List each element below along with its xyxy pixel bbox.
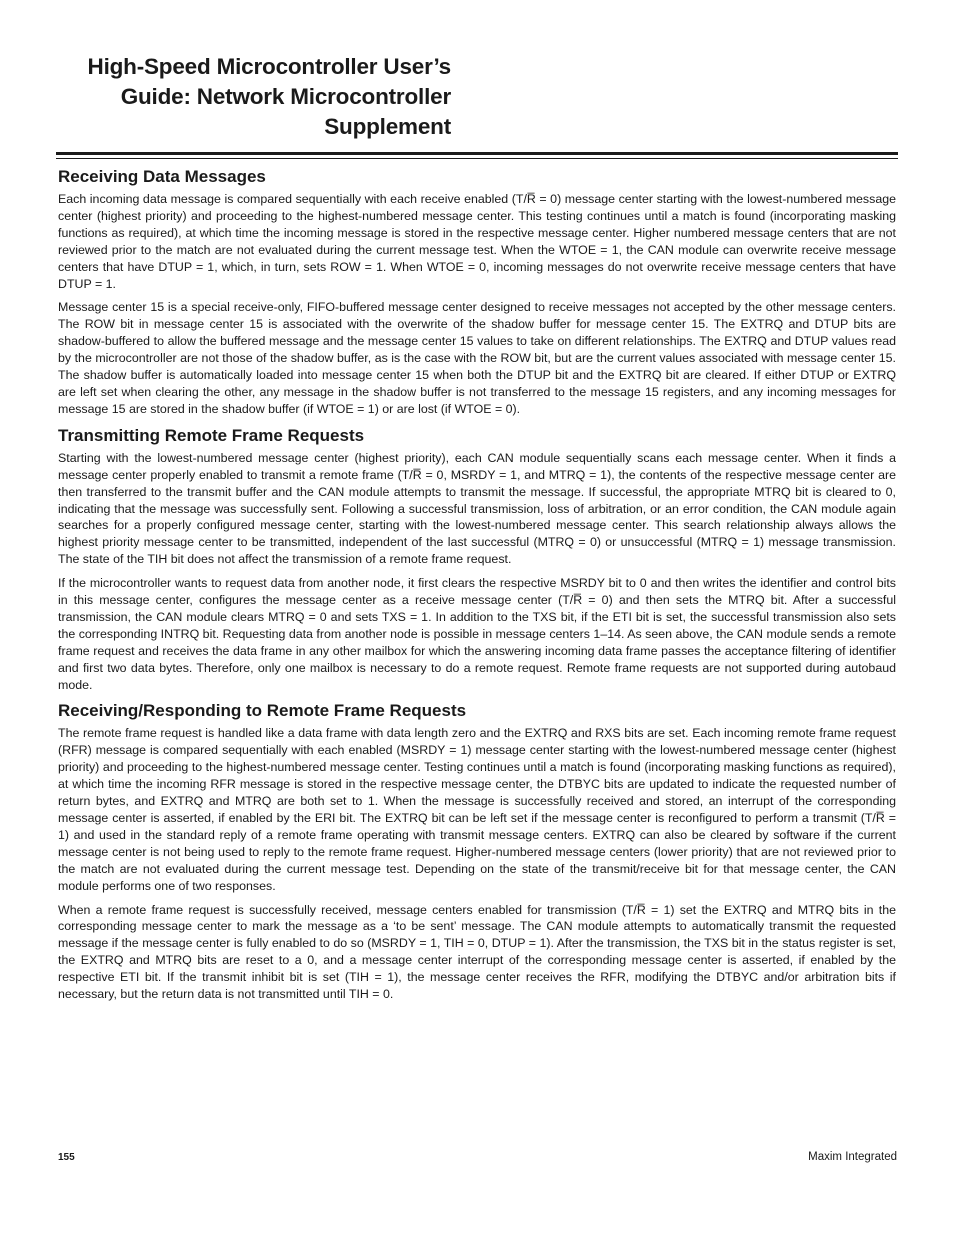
document-title: [40, 52, 451, 142]
title-line-1: High-Speed Microcontroller User’s: [87, 54, 451, 79]
header-rule-thin: [56, 158, 898, 159]
section-transmitting-remote-frame-requests: [58, 425, 896, 694]
paragraph: The remote frame request is handled like a data frame with data length zero and the EXTRQ and RXS bits are set. Each incoming remote frame request (RFR) message is compared sequentially with each enabled (MSRDY = 1) message center starting with the lowest-numbered message center (highest priority) and proceeding to the highest-numbered message center. Testing continues until a match is found (incorporating masking functions as required), at which time the incoming RFR message is stored in the respective message center, the DTBYC bits are updated to indicate the requested number of return bytes, and EXTRQ and MTRQ are both set to 1. When the message is successfully received and stored, an interrupt of the corresponding message center is asserted, if enabled by the ERI bit. The EXTRQ bit can be left set if the message center is reconfigured to perform a transmit (T/R̅ = 1) and used in the standard reply of a remote frame operating with transmit message centers. EXTRQ can also be cleared by software if the current message center is not being used to reply to the remote frame request. Higher-numbered message centers (lower priority) that are not reviewed prior to the match are not evaluated during the current message test. Depending on the state of the transmit/receive bit for that message center, the CAN module performs one of two responses.: [58, 726, 896, 893]
company-name: Maxim Integrated: [808, 1151, 897, 1163]
page-number: 155: [58, 1152, 75, 1163]
section-heading: Receiving/Responding to Remote Frame Requests: [58, 701, 467, 721]
section-heading: Receiving Data Messages: [58, 167, 266, 186]
title-line-3: Supplement: [324, 114, 451, 139]
paragraph: Each incoming data message is compared sequentially with each receive enabled (T/R̅ = 0) message center starting with the lowest-numbered message center (highest priority) and proceeding to the highest-numbered message center. This testing continues until a match is found (incorporating masking functions as required), at which time the incoming message is stored in the respective message center. Higher numbered message centers that are not reviewed prior to the match are not evaluated during the current message test. When the WTOE = 1, the CAN module can overwrite receive message centers that have DTUP = 1, which, in turn, sets ROW = 1. When WTOE = 0, incoming messages do not overwrite receive message centers that have DTUP = 1.: [58, 192, 896, 291]
section-receiving-data-messages: [58, 166, 896, 418]
section-heading: Transmitting Remote Frame Requests: [58, 425, 365, 445]
paragraph: Starting with the lowest-numbered message center (highest priority), each CAN module sequentially scans each message center. When it finds a message center properly enabled to transmit a remote frame (T/R̅ = 0, MSRDY = 1, and MTRQ = 1), the contents of the respective message center are then transferred to the transmit buffer and the CAN module attempts to transmit the message. If successful, the appropriate MTRQ bit is cleared to 0, indicating that the message was successfully sent. Following a successful transmission, loss of arbitration, or an error condition, the CAN module again searches for a properly configured message center, starting with the lowest-numbered message center. This search relationship always allows the highest priority message center to be transmitted, independent of the last successful (MTRQ = 0) or unsuccessful (MTRQ = 1) message transmission. The state of the TIH bit does not affect the transmission of a remote frame request.: [58, 450, 896, 567]
header-rule-thick: [56, 152, 898, 155]
paragraph: If the microcontroller wants to request data from another node, it first clears the respective MSRDY bit to 0 and then writes the identifier and control bits in this message center, configures the message center as a receive message center (T/R̅ = 0) and then sets the MTRQ bit. After a successful transmission, the CAN module clears MTRQ = 0 and sets TXS = 1. In addition to the TXS bit, if the ETI bit is set, the successful transmission also sets the corresponding INTRQ bit. Requesting data from another node is possible in message centers 1–14. As seen above, the CAN module sends a remote frame request and receives the data frame in any other mailbox for which the answering incoming data frame passes the acceptance filtering of identifier and first two data bytes. Therefore, only one mailbox is necessary to do a remote request. Remote frame requests are not supported during autobaud mode.: [58, 576, 896, 692]
title-line-2: Guide: Network Microcontroller: [120, 84, 451, 109]
main-content: [58, 166, 896, 1010]
paragraph: When a remote frame request is successfully received, message centers enabled for transmission (T/R̅ = 1) set the EXTRQ and MTRQ bits in the corresponding message center to mark the message as a ‘to be sent’ message. The CAN module attempts to automatically transmit the requested message if the message center is fully enabled to do so (MSRDY = 1, TIH = 0, DTUP = 1). After the transmission, the TXS bit in the status register is set, the EXTRQ and MTRQ bits are reset to a 0, and a message center interrupt of the corresponding message center is asserted, if enabled by the respective ETI bit. If the transmit inhibit bit is set (TIH = 1), the message center receives the RFR, modifying the DTBYC and/or arbitration bits if necessary, but the return data is not transmitted until TIH = 0.: [58, 902, 896, 1002]
section-receiving-responding-remote-frame-requests: [58, 700, 896, 1003]
paragraph: Message center 15 is a special receive-only, FIFO-buffered message center designed to receive messages not accepted by the other message centers. The ROW bit in message center 15 is associated with the overwrite of the shadow buffer for message center 15. The EXTRQ and DTUP bits are shadow-buffered to allow the buffered message and the message center 15 values to take on different relationships. The EXTRQ and DTUP values read by the microcontroller are not those of the shadow buffer, as is the case with the ROW bit, but are the current values associated with message center 15. The shadow buffer is automatically loaded into message center 15 when both the DTUP bit and the EXTRQ bit are cleared. If either DTUP or EXTRQ are left set when clearing the other, any message in the shadow buffer is not transferred to the message 15 registers, and any incoming messages for message 15 are stored in the shadow buffer (if WTOE = 1) or are lost (if WTOE = 0).: [58, 300, 896, 416]
